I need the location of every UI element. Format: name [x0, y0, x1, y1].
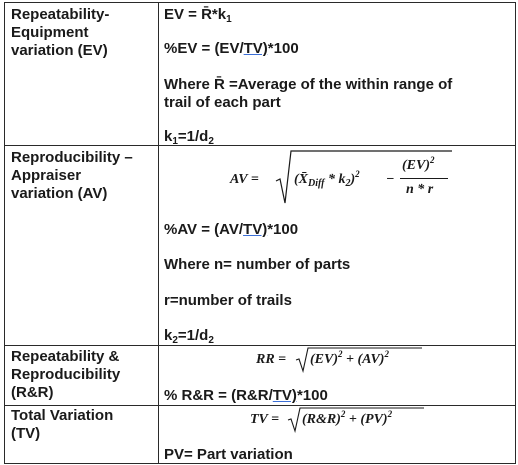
row-label-ev-line2: Equipment — [11, 24, 89, 41]
column-divider — [158, 2, 159, 464]
av-numerator: (EV)$^2$ — [402, 155, 435, 173]
av-lhs: AV = — [230, 172, 259, 187]
where-rbar-line1: Where R̄ =Average of the within range of — [164, 76, 453, 93]
row-label-tv-line1: Total Variation — [11, 407, 114, 424]
tv-lhs: TV = — [250, 412, 280, 427]
pv-definition: PV= Part variation — [164, 446, 293, 463]
av-fraction-bar — [400, 178, 448, 179]
row-label-av-line1: Reproducibility – — [11, 149, 133, 166]
row-label-rr-line3: (R&R) — [11, 384, 54, 401]
r-definition: r=number of trails — [164, 292, 292, 309]
pct-rr-formula: % R&R = (R&R/TV)*100 — [164, 387, 328, 404]
av-denominator: n * r — [406, 182, 434, 197]
av-term1: $(X̄_{Diff} * k_2)^2$ — [294, 169, 360, 189]
row-label-tv-line2: (TV) — [11, 425, 41, 442]
row-label-av-line3: variation (AV) — [11, 185, 108, 202]
k2-definition: $k_2=1/d_2$ — [164, 327, 214, 346]
row-label-rr-line1: Repeatability & — [11, 348, 120, 365]
ev-formula: EV = $R̄*k_1$ — [164, 6, 232, 25]
tv-radicand: (R&R)$^2$ + (PV)$^2$ — [302, 409, 393, 427]
row-label-rr-line2: Reproducibility — [11, 366, 121, 383]
row-label-av-line2: Appraiser — [11, 167, 82, 184]
row-label-ev-line3: variation (EV) — [11, 42, 108, 59]
row-divider — [4, 145, 516, 146]
table-border-right — [515, 2, 516, 464]
variation-table — [4, 2, 516, 464]
row-label-ev-line1: Repeatability- — [11, 6, 110, 23]
table-border-left — [4, 2, 5, 464]
rr-lhs: RR = — [256, 352, 287, 367]
where-rbar-line2: trail of each part — [164, 94, 281, 111]
row-divider — [4, 345, 516, 346]
rr-radicand: (EV)$^2$ + (AV)$^2$ — [310, 349, 389, 367]
row-divider — [4, 405, 516, 406]
table-border-top — [4, 2, 516, 3]
pct-ev-formula: %EV = (EV/TV)*100 — [164, 40, 299, 57]
where-n-definition: Where n= number of parts — [164, 256, 351, 273]
pct-av-formula: %AV = (AV/TV)*100 — [164, 221, 299, 238]
av-minus: − — [386, 172, 395, 187]
k1-definition: $k_1=1/d_2$ — [164, 128, 214, 147]
